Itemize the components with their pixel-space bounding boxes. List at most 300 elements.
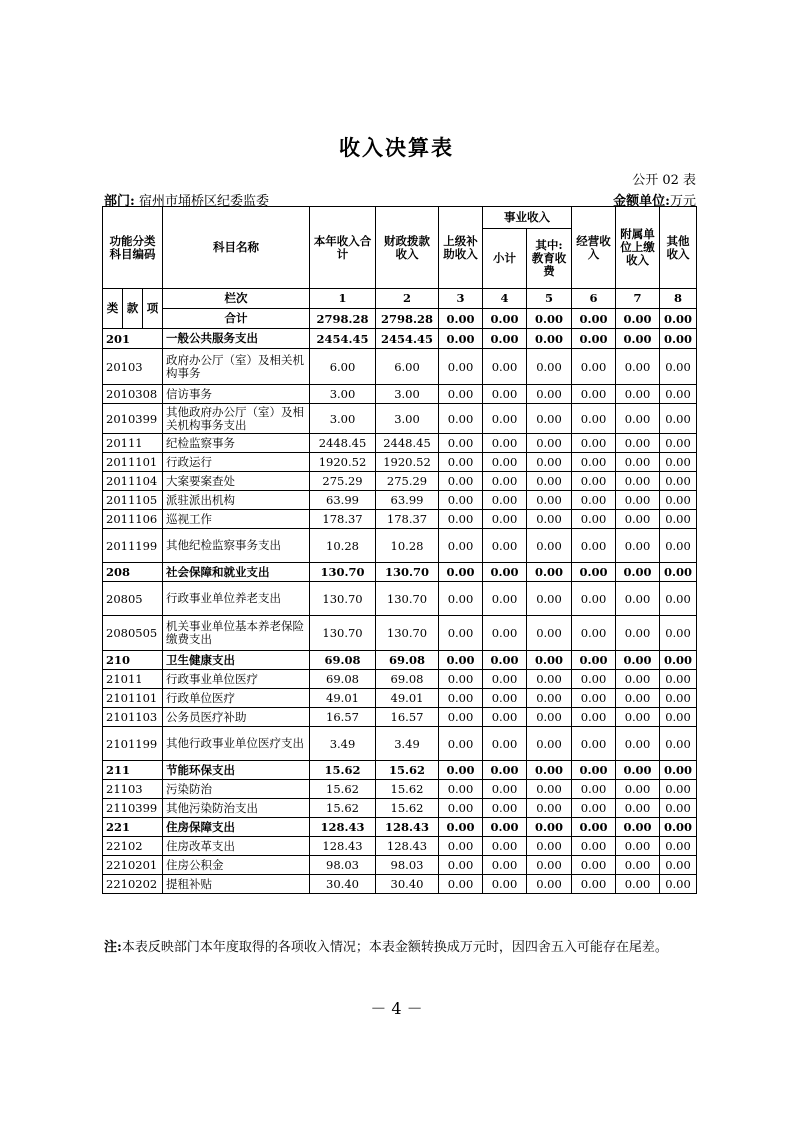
amount-cell: 0.00 bbox=[439, 818, 483, 837]
amount-cell: 0.00 bbox=[572, 818, 616, 837]
amount-cell: 0.00 bbox=[616, 385, 660, 404]
total-cell: 0.00 bbox=[572, 309, 616, 329]
subject-name: 行政运行 bbox=[163, 453, 310, 472]
table-row bbox=[103, 856, 697, 875]
amount-cell: 0.00 bbox=[660, 472, 697, 491]
amount-cell: 0.00 bbox=[660, 510, 697, 529]
col-number: 5 bbox=[527, 289, 572, 309]
amount-cell: 0.00 bbox=[616, 349, 660, 385]
amount-cell: 2454.45 bbox=[376, 329, 439, 349]
amount-cell: 0.00 bbox=[616, 491, 660, 510]
col-number: 7 bbox=[616, 289, 660, 309]
amount-cell: 0.00 bbox=[572, 837, 616, 856]
subject-code: 2110399 bbox=[103, 799, 163, 818]
subject-code: 2101103 bbox=[103, 708, 163, 727]
amount-cell: 0.00 bbox=[439, 510, 483, 529]
amount-cell: 0.00 bbox=[439, 404, 483, 434]
amount-cell: 0.00 bbox=[527, 491, 572, 510]
total-cell: 0.00 bbox=[483, 309, 527, 329]
header-func-code: 功能分类科目编码 bbox=[103, 207, 163, 289]
amount-cell: 0.00 bbox=[572, 875, 616, 894]
amount-cell: 49.01 bbox=[376, 689, 439, 708]
amount-cell: 0.00 bbox=[483, 385, 527, 404]
amount-cell: 0.00 bbox=[660, 616, 697, 651]
income-table bbox=[102, 206, 697, 894]
amount-cell: 3.49 bbox=[310, 727, 376, 761]
subject-name: 纪检监察事务 bbox=[163, 434, 310, 453]
subject-name: 行政事业单位养老支出 bbox=[163, 582, 310, 616]
header-xiang: 项 bbox=[143, 289, 163, 329]
subject-code: 2011199 bbox=[103, 529, 163, 563]
amount-cell: 0.00 bbox=[483, 404, 527, 434]
amount-cell: 0.00 bbox=[572, 616, 616, 651]
subject-name: 住房保障支出 bbox=[163, 818, 310, 837]
amount-cell: 0.00 bbox=[616, 670, 660, 689]
header-col2: 财政拨款收入 bbox=[376, 207, 439, 289]
table-row bbox=[103, 404, 697, 434]
amount-cell: 0.00 bbox=[527, 761, 572, 780]
amount-cell: 0.00 bbox=[616, 761, 660, 780]
amount-cell: 0.00 bbox=[616, 329, 660, 349]
amount-cell: 0.00 bbox=[483, 818, 527, 837]
amount-cell: 0.00 bbox=[439, 385, 483, 404]
amount-cell: 0.00 bbox=[483, 510, 527, 529]
amount-cell: 130.70 bbox=[310, 616, 376, 651]
table-row bbox=[103, 453, 697, 472]
amount-cell: 0.00 bbox=[572, 708, 616, 727]
amount-cell: 0.00 bbox=[660, 818, 697, 837]
subject-name: 政府办公厅（室）及相关机构事务 bbox=[163, 349, 310, 385]
note-label: 注: bbox=[104, 940, 122, 955]
subject-code: 2011106 bbox=[103, 510, 163, 529]
amount-cell: 128.43 bbox=[310, 818, 376, 837]
amount-cell: 16.57 bbox=[376, 708, 439, 727]
amount-cell: 0.00 bbox=[616, 472, 660, 491]
amount-cell: 69.08 bbox=[310, 651, 376, 670]
amount-cell: 0.00 bbox=[527, 582, 572, 616]
amount-cell: 0.00 bbox=[660, 529, 697, 563]
amount-cell: 0.00 bbox=[616, 434, 660, 453]
amount-cell: 0.00 bbox=[572, 563, 616, 582]
subject-name: 信访事务 bbox=[163, 385, 310, 404]
subject-name: 提租补贴 bbox=[163, 875, 310, 894]
header-subject-name: 科目名称 bbox=[163, 207, 310, 289]
total-cell: 0.00 bbox=[660, 309, 697, 329]
amount-cell: 0.00 bbox=[572, 329, 616, 349]
subject-code: 2080505 bbox=[103, 616, 163, 651]
amount-cell: 0.00 bbox=[527, 689, 572, 708]
table-row bbox=[103, 689, 697, 708]
amount-cell: 0.00 bbox=[616, 689, 660, 708]
amount-cell: 128.43 bbox=[376, 818, 439, 837]
amount-cell: 0.00 bbox=[660, 582, 697, 616]
amount-cell: 0.00 bbox=[572, 510, 616, 529]
amount-cell: 0.00 bbox=[616, 510, 660, 529]
table-row bbox=[103, 491, 697, 510]
subject-code: 21011 bbox=[103, 670, 163, 689]
total-cell: 2798.28 bbox=[376, 309, 439, 329]
amount-cell: 0.00 bbox=[616, 563, 660, 582]
amount-cell: 0.00 bbox=[439, 837, 483, 856]
amount-cell: 0.00 bbox=[483, 349, 527, 385]
header-lei: 类 bbox=[103, 289, 123, 329]
amount-cell: 0.00 bbox=[660, 651, 697, 670]
amount-cell: 0.00 bbox=[527, 349, 572, 385]
col-number: 1 bbox=[310, 289, 376, 309]
subject-name: 派驻派出机构 bbox=[163, 491, 310, 510]
col-number: 8 bbox=[660, 289, 697, 309]
subject-code: 208 bbox=[103, 563, 163, 582]
amount-cell: 0.00 bbox=[660, 563, 697, 582]
subject-code: 2010308 bbox=[103, 385, 163, 404]
header-lanci: 栏次 bbox=[163, 289, 310, 309]
amount-cell: 130.70 bbox=[376, 582, 439, 616]
amount-cell: 0.00 bbox=[439, 875, 483, 894]
subject-code: 201 bbox=[103, 329, 163, 349]
amount-cell: 0.00 bbox=[439, 708, 483, 727]
amount-cell: 0.00 bbox=[572, 780, 616, 799]
amount-cell: 0.00 bbox=[483, 563, 527, 582]
header-col1: 本年收入合计 bbox=[310, 207, 376, 289]
table-row bbox=[103, 651, 697, 670]
amount-cell: 0.00 bbox=[439, 434, 483, 453]
amount-cell: 128.43 bbox=[310, 837, 376, 856]
amount-cell: 0.00 bbox=[572, 491, 616, 510]
subject-code: 2011105 bbox=[103, 491, 163, 510]
table-row bbox=[103, 529, 697, 563]
amount-cell: 0.00 bbox=[616, 799, 660, 818]
amount-cell: 130.70 bbox=[376, 563, 439, 582]
amount-cell: 0.00 bbox=[572, 385, 616, 404]
amount-cell: 0.00 bbox=[572, 761, 616, 780]
amount-cell: 0.00 bbox=[660, 727, 697, 761]
amount-cell: 0.00 bbox=[527, 875, 572, 894]
note-text: 本表反映部门本年度取得的各项收入情况；本表金额转换成万元时，因四舍五入可能存在尾差。 bbox=[121, 940, 668, 955]
amount-cell: 0.00 bbox=[439, 563, 483, 582]
table-row bbox=[103, 385, 697, 404]
amount-cell: 0.00 bbox=[660, 385, 697, 404]
header-col7: 附属单位上缴收入 bbox=[616, 207, 660, 289]
amount-cell: 1920.52 bbox=[310, 453, 376, 472]
amount-cell: 0.00 bbox=[616, 582, 660, 616]
subject-name: 节能环保支出 bbox=[163, 761, 310, 780]
amount-cell: 0.00 bbox=[527, 837, 572, 856]
amount-cell: 3.00 bbox=[310, 404, 376, 434]
header-col3: 上级补助收入 bbox=[439, 207, 483, 289]
amount-cell: 0.00 bbox=[439, 689, 483, 708]
amount-cell: 0.00 bbox=[527, 510, 572, 529]
amount-cell: 0.00 bbox=[439, 582, 483, 616]
amount-cell: 0.00 bbox=[527, 529, 572, 563]
col-number: 4 bbox=[483, 289, 527, 309]
subject-code: 20805 bbox=[103, 582, 163, 616]
subject-name: 机关事业单位基本养老保险缴费支出 bbox=[163, 616, 310, 651]
subject-name: 行政事业单位医疗 bbox=[163, 670, 310, 689]
amount-cell: 0.00 bbox=[483, 875, 527, 894]
amount-cell: 0.00 bbox=[572, 856, 616, 875]
table-row bbox=[103, 434, 697, 453]
amount-cell: 2448.45 bbox=[310, 434, 376, 453]
subject-name: 其他行政事业单位医疗支出 bbox=[163, 727, 310, 761]
amount-cell: 0.00 bbox=[439, 616, 483, 651]
amount-cell: 0.00 bbox=[439, 670, 483, 689]
amount-cell: 0.00 bbox=[660, 491, 697, 510]
amount-cell: 3.49 bbox=[376, 727, 439, 761]
amount-cell: 0.00 bbox=[483, 329, 527, 349]
table-row bbox=[103, 875, 697, 894]
amount-cell: 0.00 bbox=[527, 708, 572, 727]
total-cell: 0.00 bbox=[439, 309, 483, 329]
subject-name: 一般公共服务支出 bbox=[163, 329, 310, 349]
amount-cell: 178.37 bbox=[310, 510, 376, 529]
subject-code: 21103 bbox=[103, 780, 163, 799]
table-row bbox=[103, 818, 697, 837]
amount-cell: 0.00 bbox=[439, 529, 483, 563]
amount-cell: 63.99 bbox=[310, 491, 376, 510]
amount-cell: 0.00 bbox=[483, 670, 527, 689]
amount-cell: 130.70 bbox=[376, 616, 439, 651]
amount-cell: 0.00 bbox=[483, 727, 527, 761]
amount-cell: 0.00 bbox=[527, 727, 572, 761]
amount-cell: 0.00 bbox=[616, 651, 660, 670]
total-cell: 2798.28 bbox=[310, 309, 376, 329]
amount-cell: 0.00 bbox=[483, 434, 527, 453]
subject-code: 22102 bbox=[103, 837, 163, 856]
subject-name: 住房公积金 bbox=[163, 856, 310, 875]
amount-cell: 15.62 bbox=[376, 799, 439, 818]
amount-cell: 49.01 bbox=[310, 689, 376, 708]
amount-cell: 10.28 bbox=[376, 529, 439, 563]
amount-cell: 0.00 bbox=[616, 856, 660, 875]
amount-cell: 0.00 bbox=[616, 875, 660, 894]
amount-cell: 0.00 bbox=[660, 689, 697, 708]
table-row bbox=[103, 837, 697, 856]
amount-cell: 0.00 bbox=[527, 563, 572, 582]
amount-cell: 0.00 bbox=[660, 434, 697, 453]
amount-cell: 0.00 bbox=[483, 856, 527, 875]
table-row bbox=[103, 510, 697, 529]
amount-cell: 0.00 bbox=[439, 329, 483, 349]
amount-cell: 0.00 bbox=[660, 799, 697, 818]
amount-cell: 0.00 bbox=[483, 761, 527, 780]
amount-cell: 130.70 bbox=[310, 563, 376, 582]
table-row bbox=[103, 670, 697, 689]
form-number: 公开 02 表 bbox=[632, 173, 696, 188]
amount-cell: 0.00 bbox=[483, 689, 527, 708]
subject-code: 2011101 bbox=[103, 453, 163, 472]
amount-cell: 0.00 bbox=[572, 582, 616, 616]
amount-cell: 0.00 bbox=[616, 404, 660, 434]
amount-cell: 0.00 bbox=[616, 727, 660, 761]
table-row bbox=[103, 780, 697, 799]
col-number: 3 bbox=[439, 289, 483, 309]
amount-cell: 0.00 bbox=[439, 651, 483, 670]
amount-cell: 0.00 bbox=[572, 727, 616, 761]
amount-cell: 0.00 bbox=[660, 670, 697, 689]
total-label: 合计 bbox=[163, 309, 310, 329]
amount-cell: 2448.45 bbox=[376, 434, 439, 453]
amount-cell: 69.08 bbox=[310, 670, 376, 689]
table-note bbox=[104, 938, 704, 958]
subject-name: 住房改革支出 bbox=[163, 837, 310, 856]
table-row bbox=[103, 582, 697, 616]
amount-cell: 128.43 bbox=[376, 837, 439, 856]
amount-cell: 0.00 bbox=[616, 780, 660, 799]
table-row bbox=[103, 799, 697, 818]
subject-name: 其他政府办公厅（室）及相关机构事务支出 bbox=[163, 404, 310, 434]
amount-cell: 0.00 bbox=[616, 708, 660, 727]
subject-code: 2101199 bbox=[103, 727, 163, 761]
amount-cell: 0.00 bbox=[483, 529, 527, 563]
amount-cell: 0.00 bbox=[439, 761, 483, 780]
amount-cell: 0.00 bbox=[660, 837, 697, 856]
amount-cell: 98.03 bbox=[310, 856, 376, 875]
table-row bbox=[103, 761, 697, 780]
table-row bbox=[103, 727, 697, 761]
table-row bbox=[103, 563, 697, 582]
amount-cell: 0.00 bbox=[483, 799, 527, 818]
department-value: 宿州市埇桥区纪委监委 bbox=[138, 194, 269, 209]
subject-code: 2011104 bbox=[103, 472, 163, 491]
amount-cell: 0.00 bbox=[616, 837, 660, 856]
subject-code: 210 bbox=[103, 651, 163, 670]
subject-code: 2010399 bbox=[103, 404, 163, 434]
amount-cell: 0.00 bbox=[527, 651, 572, 670]
table-row bbox=[103, 472, 697, 491]
amount-cell: 15.62 bbox=[310, 799, 376, 818]
amount-cell: 0.00 bbox=[527, 404, 572, 434]
amount-cell: 30.40 bbox=[376, 875, 439, 894]
amount-cell: 3.00 bbox=[310, 385, 376, 404]
table-row bbox=[103, 349, 697, 385]
amount-cell: 0.00 bbox=[527, 856, 572, 875]
amount-cell: 0.00 bbox=[616, 616, 660, 651]
amount-cell: 0.00 bbox=[483, 616, 527, 651]
subject-name: 其他纪检监察事务支出 bbox=[163, 529, 310, 563]
amount-cell: 0.00 bbox=[483, 472, 527, 491]
amount-cell: 15.62 bbox=[310, 761, 376, 780]
header-shiye-group: 事业收入 bbox=[483, 207, 572, 229]
amount-cell: 6.00 bbox=[310, 349, 376, 385]
amount-cell: 0.00 bbox=[572, 472, 616, 491]
amount-cell: 275.29 bbox=[376, 472, 439, 491]
amount-cell: 0.00 bbox=[660, 708, 697, 727]
amount-cell: 0.00 bbox=[527, 329, 572, 349]
amount-cell: 0.00 bbox=[439, 472, 483, 491]
amount-cell: 69.08 bbox=[376, 670, 439, 689]
amount-cell: 0.00 bbox=[660, 349, 697, 385]
subject-name: 污染防治 bbox=[163, 780, 310, 799]
subject-name: 行政单位医疗 bbox=[163, 689, 310, 708]
table-row bbox=[103, 708, 697, 727]
amount-cell: 130.70 bbox=[310, 582, 376, 616]
header-col6: 经营收入 bbox=[572, 207, 616, 289]
amount-cell: 0.00 bbox=[439, 491, 483, 510]
amount-cell: 98.03 bbox=[376, 856, 439, 875]
amount-cell: 0.00 bbox=[616, 818, 660, 837]
amount-unit-value: 万元 bbox=[669, 194, 696, 209]
subject-code: 211 bbox=[103, 761, 163, 780]
amount-cell: 10.28 bbox=[310, 529, 376, 563]
subject-code: 2101101 bbox=[103, 689, 163, 708]
amount-cell: 0.00 bbox=[527, 799, 572, 818]
amount-cell: 0.00 bbox=[527, 818, 572, 837]
amount-cell: 3.00 bbox=[376, 385, 439, 404]
amount-cell: 63.99 bbox=[376, 491, 439, 510]
amount-cell: 0.00 bbox=[572, 529, 616, 563]
header-col4: 小计 bbox=[483, 229, 527, 289]
amount-cell: 0.00 bbox=[660, 453, 697, 472]
table-row bbox=[103, 329, 697, 349]
amount-cell: 0.00 bbox=[527, 616, 572, 651]
amount-cell: 69.08 bbox=[376, 651, 439, 670]
amount-cell: 0.00 bbox=[483, 780, 527, 799]
amount-cell: 0.00 bbox=[527, 780, 572, 799]
amount-cell: 15.62 bbox=[376, 761, 439, 780]
header-col5: 其中:教育收费 bbox=[527, 229, 572, 289]
amount-cell: 0.00 bbox=[572, 651, 616, 670]
amount-cell: 0.00 bbox=[527, 472, 572, 491]
amount-cell: 0.00 bbox=[660, 404, 697, 434]
subject-code: 2210201 bbox=[103, 856, 163, 875]
amount-cell: 178.37 bbox=[376, 510, 439, 529]
amount-cell: 0.00 bbox=[483, 708, 527, 727]
amount-cell: 0.00 bbox=[527, 670, 572, 689]
amount-cell: 0.00 bbox=[572, 799, 616, 818]
page-number: － 4 － bbox=[370, 999, 423, 1018]
amount-cell: 0.00 bbox=[527, 453, 572, 472]
department-label: 部门: bbox=[104, 194, 135, 209]
amount-cell: 0.00 bbox=[572, 689, 616, 708]
subject-name: 卫生健康支出 bbox=[163, 651, 310, 670]
amount-cell: 0.00 bbox=[616, 453, 660, 472]
amount-cell: 30.40 bbox=[310, 875, 376, 894]
subject-name: 巡视工作 bbox=[163, 510, 310, 529]
subject-code: 2210202 bbox=[103, 875, 163, 894]
header-col8: 其他收入 bbox=[660, 207, 697, 289]
amount-cell: 0.00 bbox=[660, 329, 697, 349]
amount-cell: 0.00 bbox=[439, 727, 483, 761]
subject-name: 社会保障和就业支出 bbox=[163, 563, 310, 582]
amount-cell: 16.57 bbox=[310, 708, 376, 727]
amount-cell: 0.00 bbox=[572, 434, 616, 453]
header-kuan: 款 bbox=[123, 289, 143, 329]
amount-cell: 6.00 bbox=[376, 349, 439, 385]
amount-cell: 15.62 bbox=[310, 780, 376, 799]
amount-cell: 0.00 bbox=[660, 856, 697, 875]
amount-cell: 0.00 bbox=[483, 651, 527, 670]
amount-cell: 3.00 bbox=[376, 404, 439, 434]
amount-cell: 0.00 bbox=[439, 349, 483, 385]
amount-cell: 0.00 bbox=[439, 780, 483, 799]
amount-cell: 0.00 bbox=[660, 761, 697, 780]
amount-cell: 275.29 bbox=[310, 472, 376, 491]
amount-cell: 0.00 bbox=[527, 385, 572, 404]
amount-unit-label: 金额单位: bbox=[613, 194, 670, 209]
amount-cell: 1920.52 bbox=[376, 453, 439, 472]
col-number: 2 bbox=[376, 289, 439, 309]
amount-cell: 0.00 bbox=[572, 453, 616, 472]
amount-cell: 0.00 bbox=[483, 837, 527, 856]
amount-cell: 0.00 bbox=[483, 582, 527, 616]
col-number: 6 bbox=[572, 289, 616, 309]
total-cell: 0.00 bbox=[527, 309, 572, 329]
amount-cell: 0.00 bbox=[572, 404, 616, 434]
amount-cell: 0.00 bbox=[572, 349, 616, 385]
subject-name: 公务员医疗补助 bbox=[163, 708, 310, 727]
amount-cell: 0.00 bbox=[572, 670, 616, 689]
total-cell: 0.00 bbox=[616, 309, 660, 329]
